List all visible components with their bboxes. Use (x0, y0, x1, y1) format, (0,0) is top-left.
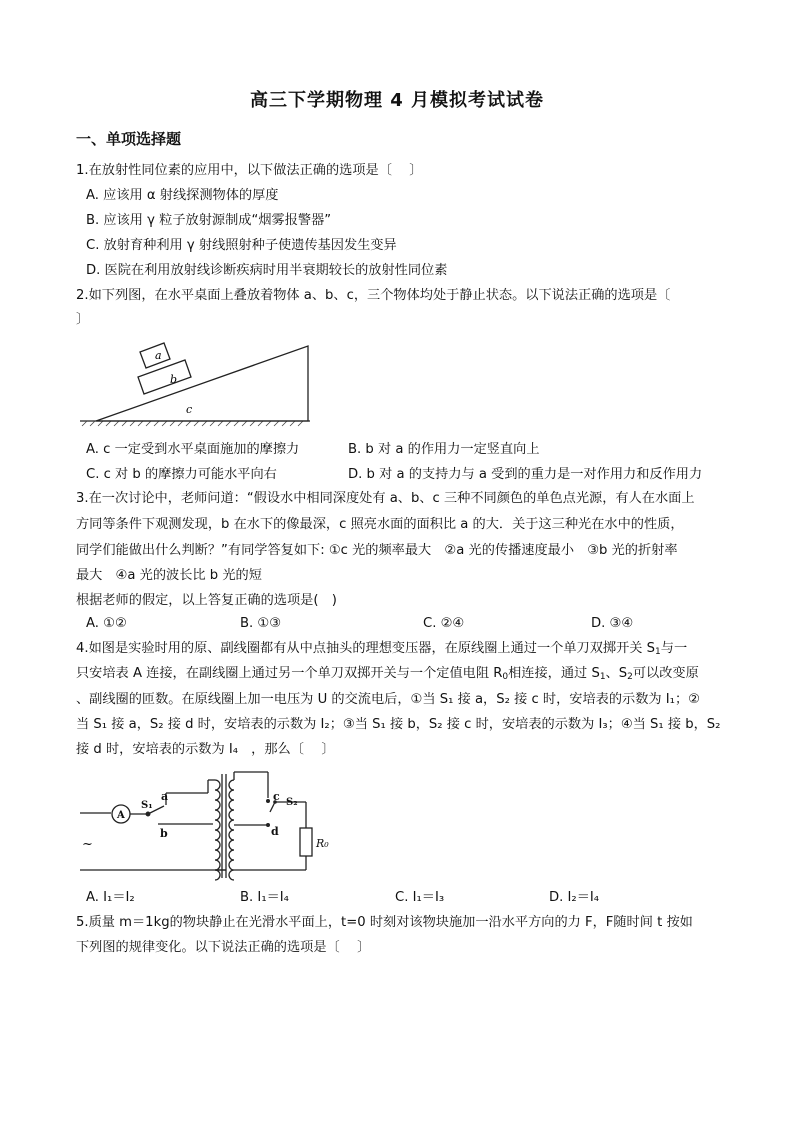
q2-figure-stacked-blocks (78, 338, 318, 428)
q2-label-c: c (186, 403, 193, 416)
q4-line4: 当 S₁ 接 a，S₂ 接 d 时，安培表的示数为 I₂；③当 S₁ 接 b，S₂ 接 c 时，安培表的示数为 I₃；④当 S₁ 接 b，S₂ (76, 717, 721, 732)
q2-label-a: a (155, 349, 162, 362)
q3-line2: 方同等条件下观测发现，b 在水下的像最深，c 照亮水面的面积比 a 的大．关于这三种光在水中的性质， (76, 517, 684, 532)
q4-s1-label: S₁ (141, 800, 153, 811)
q4-contact-d: d (271, 825, 279, 838)
q3-option-b: B. ①③ (240, 616, 282, 631)
q2-option-d: D. b 对 a 的支持力与 a 受到的重力是一对作用力和反作用力 (348, 467, 703, 482)
q2-label-b: b (170, 373, 178, 386)
q2-stem-line2: 〕 (76, 312, 90, 327)
q4-ammeter-label: A (117, 810, 125, 821)
q3-question: 根据老师的假定，以上答复正确的选项是( ) (76, 593, 337, 608)
q4-line3: 、副线圈的匝数。在原线圈上加一电压为 U 的交流电后，①当 S₁ 接 a，S₂ 接 c 时，安培表的示数为 I₁；② (76, 692, 700, 707)
q2-option-c: C. c 对 b 的摩擦力可能水平向右 (86, 467, 277, 482)
q2-option-b: B. b 对 a 的作用力一定竖直向上 (348, 442, 540, 457)
q4-option-b: B. I₁＝I₄ (240, 890, 289, 905)
q1-option-d: D. 医院在利用放射线诊断疾病时用半衰期较长的放射性同位素 (86, 263, 448, 278)
q4-s2-label: S₂ (286, 797, 298, 808)
q4-option-c: C. I₁＝I₃ (395, 890, 445, 905)
page-title: 高三下学期物理 4 月模拟考试试卷 (249, 90, 545, 111)
q3-line4: 最大 ④a 光的波长比 b 光的短 (76, 568, 262, 583)
q4-resistor-label: R₀ (316, 837, 329, 850)
q2-stem-line1: 2.如下列图，在水平桌面上叠放着物体 a、b、c，三个物体均处于静止状态。以下说法正确的选项是〔 (76, 288, 671, 303)
q1-stem: 1.在放射性同位素的应用中，以下做法正确的选项是〔 〕 (76, 163, 423, 178)
q4-figure-transformer-circuit (78, 768, 340, 886)
q3-option-a: A. ①② (86, 616, 127, 631)
q5-line2: 下列图的规律变化。以下说法正确的选项是〔 〕 (76, 940, 371, 955)
q3-line3: 同学们能做出什么判断？”有同学答复如下: ①c 光的频率最大 ②a 光的传播速度最小 ③b 光的折射率 (76, 543, 678, 558)
q4-contact-a: a (161, 790, 169, 803)
q4-line2: 只安培表 A 连接，在副线圈上通过另一个单刀双掷开关与一个定值电阻 $R_0$相连接，通过 $S_1$、$S_2$可以改变原 (76, 666, 699, 682)
q4-contact-c: c (273, 790, 280, 803)
q1-option-a: A. 应该用 α 射线探测物体的厚度 (86, 188, 279, 203)
q4-line5: 接 d 时，安培表的示数为 I₄ ，那么〔 〕 (76, 742, 335, 757)
q2-option-a: A. c 一定受到水平桌面施加的摩擦力 (86, 442, 300, 457)
section-heading: 一、单项选择题 (76, 130, 182, 148)
q4-option-d: D. I₂＝I₄ (549, 890, 600, 905)
q1-option-c: C. 放射育种利用 γ 射线照射种子使遗传基因发生变异 (86, 238, 397, 253)
q4-ac-source-symbol: ~ (82, 837, 93, 852)
q4-option-a: A. I₁＝I₂ (86, 890, 135, 905)
q4-contact-b: b (160, 827, 168, 840)
q1-option-b: B. 应该用 γ 粒子放射源制成“烟雾报警器” (86, 213, 332, 228)
q3-option-c: C. ②④ (423, 616, 465, 631)
q3-option-d: D. ③④ (591, 616, 634, 631)
q5-line1: 5.质量 m＝1kg的物块静止在光滑水平面上，t=0 时刻对该物块施加一沿水平方向的力 F，F随时间 t 按如 (76, 915, 693, 930)
q3-line1: 3.在一次讨论中，老师问道：“假设水中相同深度处有 a、b、c 三种不同颜色的单色点光源，有人在水面上 (76, 491, 695, 506)
q4-line1: 4.如图是实验时用的原、副线圈都有从中点抽头的理想变压器，在原线圈上通过一个单刀双掷开关 $S_1$与一 (76, 641, 688, 657)
